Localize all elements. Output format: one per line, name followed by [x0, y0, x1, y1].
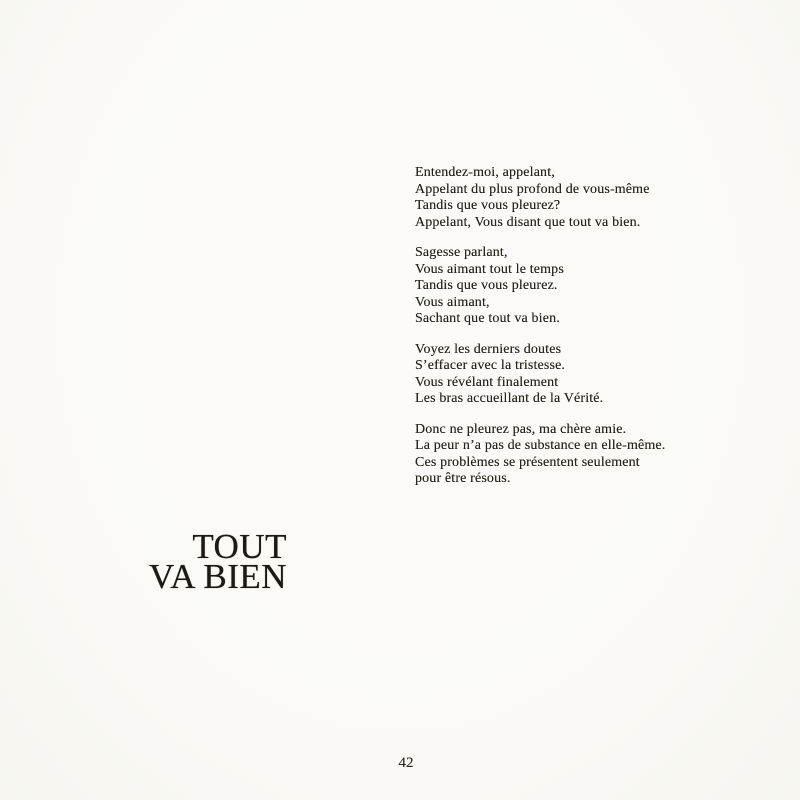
poem-title-line-1: TOUT [192, 527, 287, 566]
poem-line: pour être résous. [415, 471, 511, 486]
poem-stanza [415, 165, 665, 231]
poem-line: Vous révélant finalement [415, 374, 559, 390]
poem-line: Entendez-moi, appelant, [415, 165, 555, 180]
poem-text [415, 165, 665, 502]
poem-title-line-2: VA BIEN [148, 557, 287, 596]
poem-line: Appelant du plus profond de vous-même [415, 181, 650, 197]
poem-line: Sachant que tout va bien. [415, 311, 560, 326]
poem-line: S’effacer avec la tristesse. [415, 358, 566, 373]
poem-line: Vous aimant tout le temps [415, 261, 564, 277]
poem-line: Vous aimant, [415, 294, 490, 310]
poem-title [148, 527, 287, 596]
poem-line: Donc ne pleurez pas, ma chère amie. [415, 421, 627, 437]
poem-stanza [415, 422, 665, 488]
page-number: 42 [398, 755, 414, 771]
poem-line: Les bras accueillant de la Vérité. [415, 391, 604, 406]
poem-line: Sagesse parlant, [415, 245, 508, 260]
poem-line: La peur n’a pas de substance en elle-même. [415, 438, 666, 453]
poem-line: Ces problèmes se présentent seulement [415, 454, 640, 470]
poem-line: Appelant, Vous disant que tout va bien. [415, 214, 641, 230]
poem-line: Tandis que vous pleurez. [415, 278, 558, 293]
poem-line: Tandis que vous pleurez? [415, 198, 561, 213]
poem-stanza [415, 245, 665, 328]
poem-line: Voyez les derniers doutes [415, 341, 562, 357]
poem-stanza [415, 342, 665, 408]
